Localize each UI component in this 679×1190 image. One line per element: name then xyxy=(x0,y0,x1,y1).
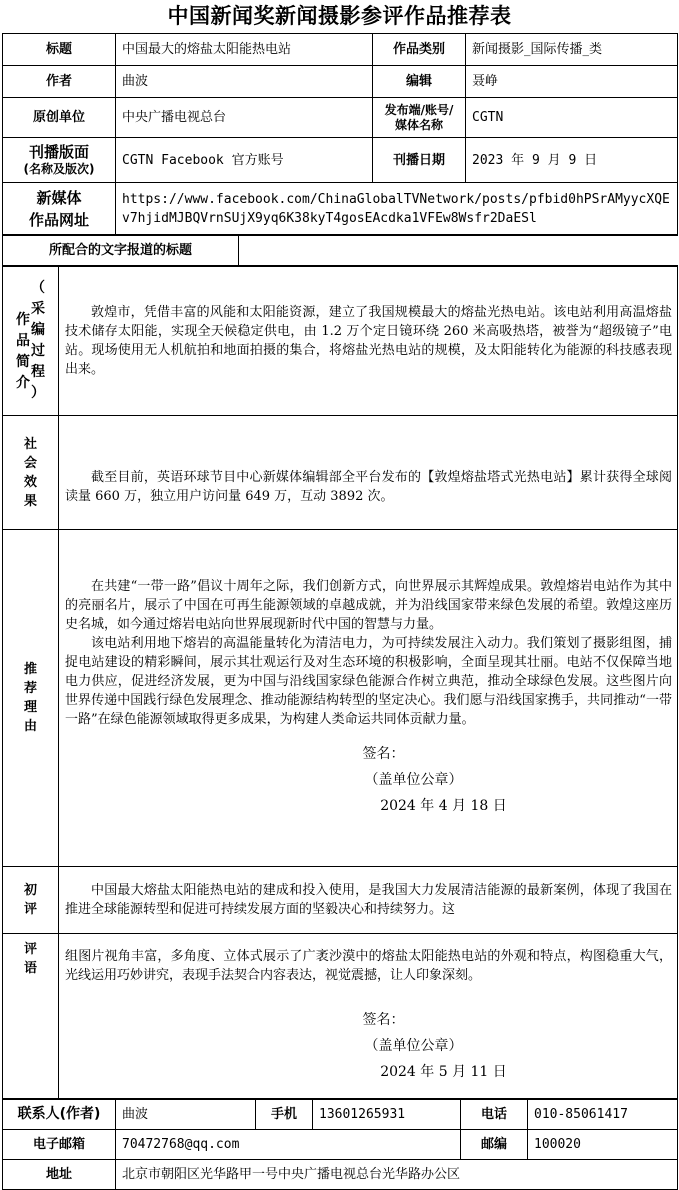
label-title: 标题 xyxy=(3,34,116,66)
label-mobile: 手机 xyxy=(256,1100,313,1130)
label-publish-section-line1: 刊播版面 xyxy=(28,143,89,161)
signature-block-review xyxy=(65,1007,672,1085)
signature-label: 签名： xyxy=(362,746,405,762)
label-char: 果 xyxy=(23,493,37,509)
label-char: 过 xyxy=(31,343,45,359)
section-review-comment xyxy=(3,934,678,1099)
label-url xyxy=(3,183,116,235)
section-social-effect xyxy=(3,416,678,530)
label-publish-date: 刊播日期 xyxy=(373,138,466,183)
label-char: 采 xyxy=(31,301,45,317)
label-contact-person: 联系人(作者) xyxy=(3,1100,116,1130)
section-work-intro xyxy=(3,267,678,416)
label-companion-report: 所配合的文字报道的标题 xyxy=(3,236,239,266)
label-author: 作者 xyxy=(3,66,116,98)
table-row-companion-report xyxy=(3,236,678,266)
value-email: 70472768@qq.com xyxy=(116,1130,461,1160)
label-char: 编 xyxy=(31,322,45,338)
label-char: 由 xyxy=(23,719,37,734)
seal-label: （盖单位公章） xyxy=(364,1038,463,1054)
value-url[interactable]: https://www.facebook.com/ChinaGlobalTVNetwork/posts/pfbid0hPSrAMyycXQEv7hjidMJBQVrnSUjX9yq6K38kyT4gosEAcdka1VFEw8Wsfr2DaESl xyxy=(116,183,678,235)
label-category: 作品类别 xyxy=(373,34,466,66)
label-platform-line2: 媒体名称 xyxy=(394,117,443,132)
label-platform-line1: 发布端/账号/ xyxy=(384,102,454,117)
label-social-effect xyxy=(3,416,59,530)
contact-table xyxy=(2,1099,678,1190)
signature-block-recommend xyxy=(65,741,672,819)
value-phone: 010-85061417 xyxy=(528,1100,678,1130)
label-platform xyxy=(373,98,466,138)
value-contact-person: 曲波 xyxy=(116,1100,256,1130)
text-initial-review xyxy=(59,867,678,934)
value-category: 新闻摄影_国际传播_类 xyxy=(466,34,678,66)
label-publish-section-line2: (名称及版次) xyxy=(23,162,95,176)
paragraph: 组图片视角丰富，多角度、立体式展示了广袤沙漠中的熔盐太阳能热电站的外观和特点，构图稳重大气，光线运用巧妙讲究，表现手法契合内容表达，视觉震撼，让人印象深刻。 xyxy=(65,949,672,983)
companion-report-table xyxy=(2,235,678,266)
table-row-original-unit xyxy=(3,98,678,138)
value-title: 中国最大的熔盐太阳能热电站 xyxy=(116,34,373,66)
paragraph: 中国最大熔盐太阳能热电站的建成和投入使用，是我国大力发展清洁能源的最新案例，体现了我国在推进全球能源转型和促进可持续发展方面的坚毅决心和持续努力。这 xyxy=(65,883,672,917)
value-mobile: 13601265931 xyxy=(313,1100,461,1130)
signature-date: 2024 年 4 月 18 日 xyxy=(380,798,507,814)
label-email: 电子邮箱 xyxy=(3,1130,116,1160)
label-initial-review xyxy=(3,867,59,934)
section-recommend-reason xyxy=(3,530,678,867)
table-row-author xyxy=(3,66,678,98)
paragraph: 敦煌市，凭借丰富的风能和太阳能资源，建立了我国规模最大的熔盐光热电站。该电站利用高温熔盐技术储存太阳能，实现全天候稳定供电，由 1.2 万个定日镜环绕 260 米高吸热塔，被誉为“超级镜子”电站。现场使用无人机航拍和地面拍摄的集合，将熔盐光热电站的规模，及太阳能转化为能源的科技感表现出来。 xyxy=(65,305,672,377)
label-publish-section xyxy=(3,138,116,183)
value-platform: CGTN xyxy=(466,98,678,138)
text-review-comment xyxy=(59,934,678,1099)
label-char: 初 xyxy=(23,883,37,898)
label-char: 作 xyxy=(16,311,30,328)
label-char: 介 xyxy=(16,374,30,391)
label-char: 语 xyxy=(23,961,37,976)
paragraph: 在共建“一带一路”倡议十周年之际，我们创新方式，向世界展示其辉煌成果。敦煌熔岩电站作为其中的亮丽名片，展示了中国在可再生能源领域的卓越成就，并为沿线国家带来绿色发展的希望。敦煌这座历史名城，如今通过熔岩电站向世界展现新时代中国的智慧与力量。 xyxy=(65,579,672,632)
label-phone: 电话 xyxy=(461,1100,528,1130)
page-title: 中国新闻奖新闻摄影参评作品推荐表 xyxy=(167,4,512,28)
value-companion-report xyxy=(239,236,678,266)
table-row-publish xyxy=(3,138,678,183)
label-url-line1: 新媒体 xyxy=(36,188,82,207)
label-char: 评 xyxy=(23,902,37,917)
label-editor: 编辑 xyxy=(373,66,466,98)
paragraph: 截至目前，英语环球节目中心新媒体编辑部全平台发布的【敦煌熔盐塔式光热电站】累计获得全球阅读量 660 万，独立用户访问量 649 万，互动 3892 次。 xyxy=(65,470,672,504)
label-work-intro-right xyxy=(31,278,45,404)
label-char: 社 xyxy=(23,436,37,452)
value-publish-section: CGTN Facebook 官方账号 xyxy=(116,138,373,183)
label-char: 简 xyxy=(16,353,30,370)
label-review-comment xyxy=(3,934,59,1099)
paragraph: 该电站利用地下熔岩的高温能量转化为清洁电力，为可持续发展注入动力。我们策划了摄影组图，捕捉电站建设的精彩瞬间，展示其壮观运行及对生态环境的积极影响，全面呈现其壮丽。电站不仅保障当地电力供应，促进经济发展，更为中国与沿线国家绿色能源合作树立典范，推动全球绿色发展。这些图片向世界传递中国践行绿色发展理念、推动能源结构转型的坚定决心。我们愿与沿线国家携手，共同推动“一带一路”在绿色能源领域取得更多成果，为构建人类命运共同体贡献力量。 xyxy=(65,636,672,727)
label-work-intro-left xyxy=(16,289,30,394)
seal-label: （盖单位公章） xyxy=(364,772,463,788)
label-char: 理 xyxy=(23,700,37,715)
label-original-unit: 原创单位 xyxy=(3,98,116,138)
table-row-contact-person xyxy=(3,1100,678,1130)
value-author: 曲波 xyxy=(116,66,373,98)
text-social-effect xyxy=(59,416,678,530)
table-row-title xyxy=(3,34,678,66)
label-char: 程 xyxy=(31,364,45,380)
label-char: 推 xyxy=(23,662,37,677)
label-url-line2: 作品网址 xyxy=(28,210,89,229)
table-row-address xyxy=(3,1160,678,1190)
signature-date: 2024 年 5 月 11 日 xyxy=(380,1064,507,1080)
label-char: 效 xyxy=(23,474,37,490)
value-postcode: 100020 xyxy=(528,1130,678,1160)
table-row-email xyxy=(3,1130,678,1160)
form-table xyxy=(2,33,678,235)
label-char: （ xyxy=(31,280,45,296)
signature-label: 签名： xyxy=(362,1012,405,1028)
value-publish-date: 2023 年 9 月 9 日 xyxy=(466,138,678,183)
label-char: 评 xyxy=(23,942,37,957)
text-work-intro xyxy=(59,267,678,416)
text-recommend-reason xyxy=(59,530,678,867)
label-recommend-reason xyxy=(3,530,59,867)
label-address: 地址 xyxy=(3,1160,116,1190)
table-row-url xyxy=(3,183,678,235)
label-postcode: 邮编 xyxy=(461,1130,528,1160)
label-char: 荐 xyxy=(23,681,37,696)
content-table xyxy=(2,266,678,1099)
value-address: 北京市朝阳区光华路甲一号中央广播电视总台光华路办公区 xyxy=(116,1160,678,1190)
label-char: 会 xyxy=(23,455,37,471)
section-initial-review xyxy=(3,867,678,934)
value-original-unit: 中央广播电视总台 xyxy=(116,98,373,138)
label-char: 品 xyxy=(16,332,30,349)
value-editor: 聂峥 xyxy=(466,66,678,98)
label-char: ） xyxy=(31,385,45,401)
label-work-intro xyxy=(3,267,59,416)
